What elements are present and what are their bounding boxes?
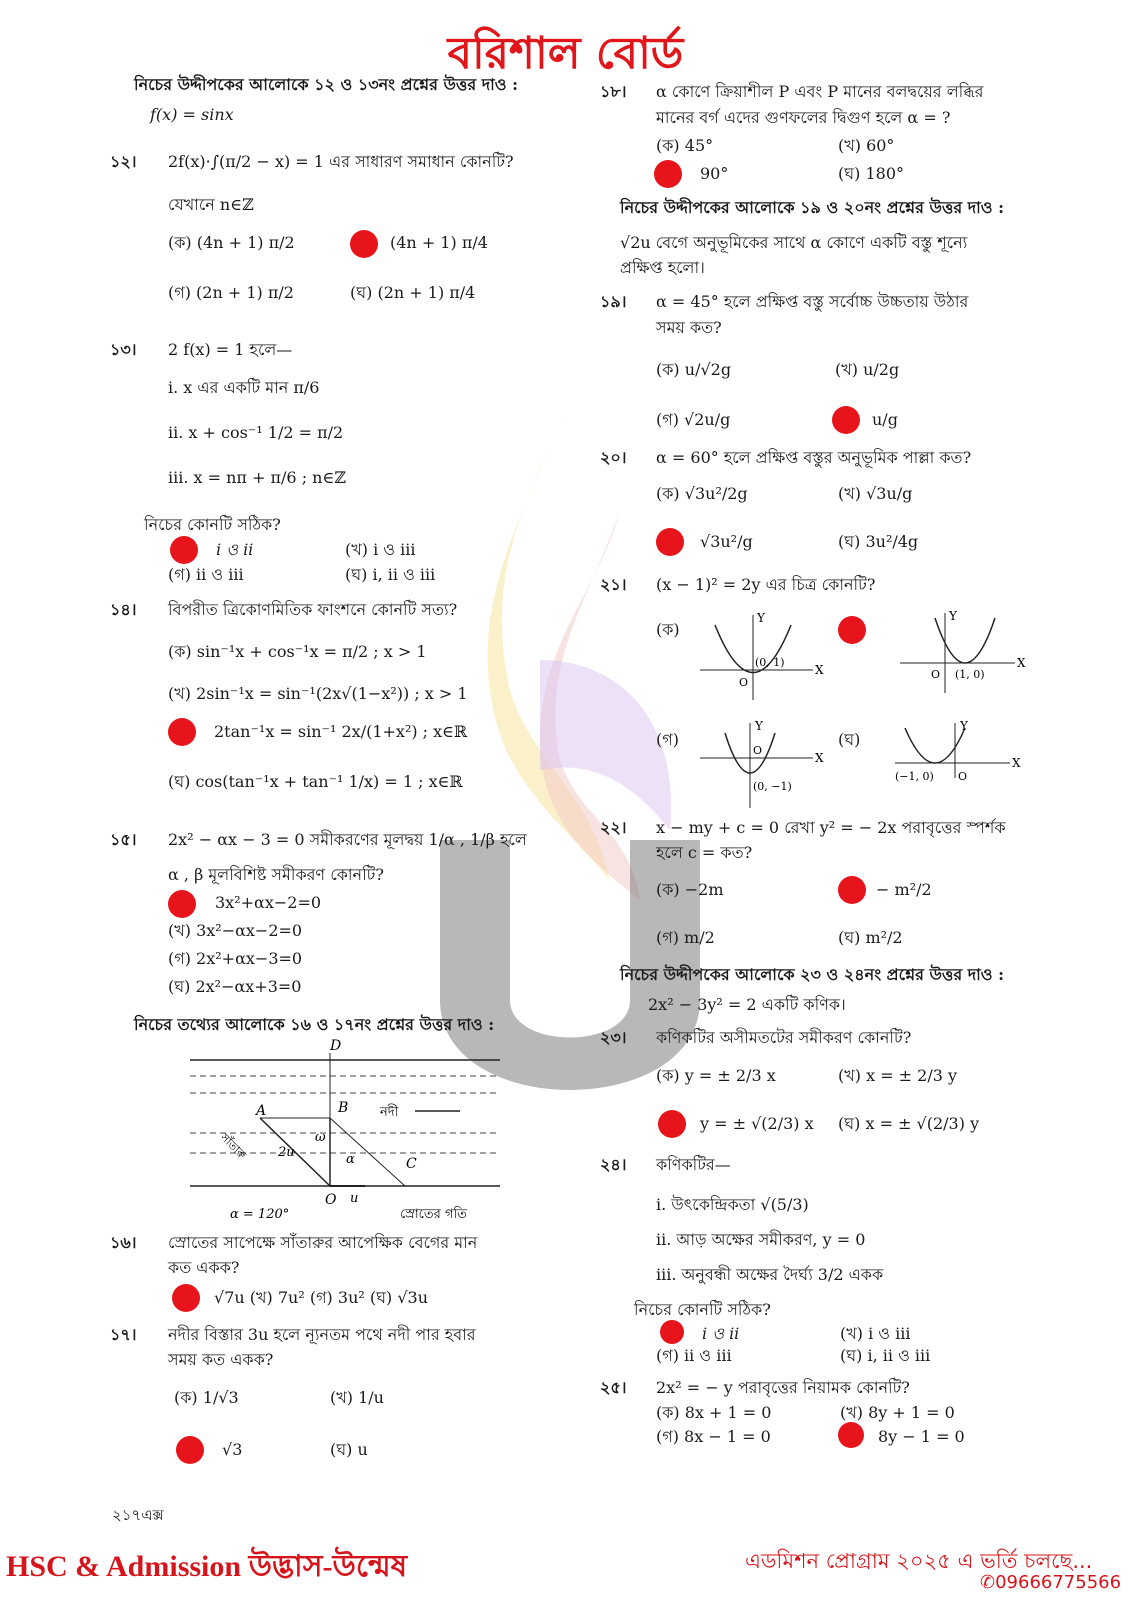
q19-option-d: u/g: [872, 410, 898, 429]
q13-option-d: (ঘ) i, ii ও iii: [345, 565, 436, 584]
answer-marker: [176, 1436, 204, 1464]
q19-option-c: (গ) √2u/g: [656, 410, 731, 429]
q21-option-a: (ক): [656, 620, 680, 639]
q14-option-c: 2tan⁻¹x = sin⁻¹ 2x/(1+x²) ; x∈ℝ: [214, 722, 468, 741]
q12-option-c: (গ) (2n + 1) π/2: [168, 283, 294, 302]
q20-text: α = 60° হলে প্রক্ষিপ্ত বস্তুর অনুভূমিক পাল্লা কত?: [656, 448, 972, 467]
q13-number: ১৩।: [110, 340, 137, 359]
graph-d: [890, 718, 1025, 798]
q12-option-a: (ক) (4n + 1) π/2: [168, 233, 295, 252]
footer-phone[interactable]: ✆09666775566: [980, 1572, 1122, 1593]
fig-label-A: A: [256, 1103, 267, 1119]
answer-marker: [172, 1284, 200, 1312]
fig-label-river: নদী: [380, 1105, 399, 1120]
q19-option-b: (খ) u/2g: [835, 360, 900, 379]
q21-option-c: (গ): [656, 730, 679, 749]
q20-option-a: (ক) √3u²/2g: [656, 484, 748, 503]
q14-text: বিপরীত ত্রিকোণমিতিক ফাংশনে কোনটি সত্য?: [168, 600, 458, 619]
graph-d-y-label: Y: [960, 719, 968, 733]
q24-option-c: (গ) ii ও iii: [656, 1346, 732, 1365]
q21-option-d: (ঘ): [838, 730, 861, 749]
function-def: f(x) = sinx: [150, 105, 234, 124]
q25-option-c: (গ) 8x − 1 = 0: [656, 1427, 771, 1446]
q24-prompt: নিচের কোনটি সঠিক?: [634, 1300, 771, 1319]
q15-text2: α , β মূলবিশিষ্ট সমীকরণ কোনটি?: [168, 865, 384, 884]
footer-brand: HSC & Admission উদ্ভাস-উন্মেষ: [6, 1550, 408, 1583]
graph-b-y-label: Y: [949, 609, 957, 623]
q17-option-a: (ক) 1/√3: [174, 1388, 239, 1407]
q12-number: ১২।: [110, 152, 137, 171]
q17-text: নদীর বিস্তার 3u হলে ন্যূনতম পথে নদী পার হবার: [168, 1325, 476, 1344]
q17-text2: সময় কত একক?: [168, 1350, 274, 1369]
q13-ii: ii. x + cos⁻¹ 1/2 = π/2: [168, 423, 344, 442]
q22-option-c: (গ) m/2: [656, 928, 715, 947]
q13-prompt: নিচের কোনটি সঠিক?: [144, 515, 281, 534]
graph-d-point: (−1, 0): [895, 770, 934, 783]
q14-option-d: (ঘ) cos(tan⁻¹x + tan⁻¹ 1/x) = 1 ; x∈ℝ: [168, 772, 463, 791]
answer-marker: [660, 1320, 684, 1344]
q16-text2: কত একক?: [168, 1258, 240, 1277]
q21-number: ২১।: [600, 575, 627, 594]
river-figure: [180, 1038, 540, 1223]
q13-option-c: (গ) ii ও iii: [168, 565, 244, 584]
q24-i: i. উৎকেন্দ্রিকতা √(5/3): [656, 1195, 809, 1214]
fig-label-angle: α = 120°: [230, 1207, 290, 1222]
fig-label-current: স্রোতের গতি: [400, 1207, 467, 1222]
q24-number: ২৪।: [600, 1155, 627, 1174]
intro-23-24: নিচের উদ্দীপকের আলোকে ২৩ ও ২৪নং প্রশ্নের উত্তর দাও :: [620, 965, 1005, 984]
graph-d-x-label: X: [1012, 756, 1021, 770]
q22-option-a: (ক) −2m: [656, 880, 724, 899]
graph-a: [695, 610, 825, 705]
q12-text: 2f(x)·∫(π/2 − x) = 1 এর সাধারণ সমাধান কোনটি?: [168, 152, 514, 171]
q13-option-a: i ও ii: [216, 540, 254, 559]
graph-b-origin: O: [931, 668, 941, 681]
stimulus-23: 2x² − 3y² = 2 একটি কণিক।: [648, 995, 846, 1014]
stimulus-19: √2u বেগে অনুভূমিকের সাথে α কোণে একটি বস্তু শূন্যে: [620, 233, 968, 252]
q22-number: ২২।: [600, 818, 627, 837]
q17-option-c: √3: [222, 1440, 243, 1459]
graph-b: [895, 608, 1030, 698]
q13-text: 2 f(x) = 1 হলে—: [168, 340, 293, 359]
q16-options: √7u (খ) 7u² (গ) 3u² (ঘ) √3u: [214, 1288, 429, 1307]
fig-label-u: u: [350, 1191, 359, 1206]
q15-number: ১৫।: [110, 830, 137, 849]
q17-number: ১৭।: [110, 1325, 137, 1344]
fig-label-swimmer: সাঁতারু: [217, 1130, 249, 1162]
graph-a-x-label: X: [815, 663, 824, 677]
answer-marker: [838, 876, 866, 904]
fig-label-alpha: α: [346, 1152, 355, 1167]
q21-text: (x − 1)² = 2y এর চিত্র কোনটি?: [656, 575, 876, 594]
q15-option-d: (ঘ) 2x²−αx+3=0: [168, 977, 302, 996]
q24-option-a: i ও ii: [702, 1324, 740, 1343]
intro-12-13: নিচের উদ্দীপকের আলোকে ১২ ও ১৩নং প্রশ্নের উত্তর দাও :: [134, 75, 519, 94]
q17-option-d: (ঘ) u: [330, 1440, 368, 1459]
fig-label-2u: 2u: [278, 1145, 295, 1160]
q25-option-b: (খ) 8y + 1 = 0: [840, 1403, 955, 1422]
q17-option-b: (খ) 1/u: [330, 1388, 384, 1407]
fig-label-D: D: [330, 1038, 342, 1054]
graph-c-y-label: Y: [755, 719, 763, 733]
q15-option-a: 3x²+αx−2=0: [215, 893, 322, 912]
q12-option-d: (ঘ) (2n + 1) π/4: [350, 283, 476, 302]
graph-d-origin: O: [958, 770, 968, 783]
q23-option-b: (খ) x = ± 2/3 y: [838, 1066, 958, 1085]
fig-label-O: O: [325, 1192, 337, 1208]
answer-marker: [832, 406, 860, 434]
answer-marker: [170, 536, 198, 564]
answer-marker: [350, 230, 378, 258]
q18-option-d: (ঘ) 180°: [838, 164, 904, 183]
q22-option-b: − m²/2: [876, 880, 932, 899]
q25-text: 2x² = − y পরাবৃত্তের নিয়ামক কোনটি?: [656, 1378, 910, 1397]
q15-option-c: (গ) 2x²+αx−3=0: [168, 949, 303, 968]
q22-option-d: (ঘ) m²/2: [838, 928, 903, 947]
q24-option-d: (ঘ) i, ii ও iii: [840, 1346, 931, 1365]
q19-text: α = 45° হলে প্রক্ষিপ্ত বস্তু সর্বোচ্চ উচ্চতায় উঠার: [656, 292, 969, 311]
q25-option-a: (ক) 8x + 1 = 0: [656, 1403, 772, 1422]
q15-text: 2x² − αx − 3 = 0 সমীকরণের মূলদ্বয় 1/α , 1/β হলে: [168, 830, 527, 849]
fig-label-B: B: [338, 1100, 349, 1116]
q12-where: যেখানে n∈ℤ: [168, 195, 254, 214]
answer-marker: [168, 890, 196, 918]
graph-c-origin: O: [753, 744, 763, 757]
q23-option-c: y = ± √(2/3) x: [700, 1114, 814, 1133]
q13-i: i. x এর একটি মান π/6: [168, 378, 320, 397]
q24-option-b: (খ) i ও iii: [840, 1324, 911, 1343]
q15-option-b: (খ) 3x²−αx−2=0: [168, 921, 303, 940]
q13-iii: iii. x = nπ + π/6 ; n∈ℤ: [168, 468, 346, 487]
footer-admission-notice: এডমিশন প্রোগ্রাম ২০২৫ এ ভর্তি চলছে...: [745, 1549, 1093, 1573]
answer-marker: [168, 718, 196, 746]
q20-option-c: √3u²/g: [700, 532, 753, 551]
q23-number: ২৩।: [600, 1028, 627, 1047]
graph-a-y-label: Y: [757, 611, 765, 625]
q14-option-a: (ক) sin⁻¹x + cos⁻¹x = π/2 ; x > 1: [168, 642, 427, 661]
q23-text: কণিকটির অসীমতটের সমীকরণ কোনটি?: [656, 1028, 912, 1047]
graph-b-x-label: X: [1017, 656, 1026, 670]
fig-label-C: C: [406, 1156, 417, 1172]
q19-text2: সময় কত?: [656, 318, 722, 337]
q24-text: কণিকটির—: [656, 1155, 731, 1174]
q23-option-d: (ঘ) x = ± √(2/3) y: [838, 1114, 980, 1133]
answer-marker: [838, 1422, 864, 1448]
graph-a-origin: O: [739, 676, 749, 689]
stimulus-19b: প্রক্ষিপ্ত হলো।: [620, 258, 705, 277]
q16-number: ১৬।: [110, 1233, 137, 1252]
q20-number: ২০।: [600, 448, 627, 467]
q18-option-a: (ক) 45°: [656, 136, 714, 155]
graph-b-point: (1, 0): [955, 668, 985, 681]
q16-text: স্রোতের সাপেক্ষে সাঁতারুর আপেক্ষিক বেগের মান: [168, 1233, 478, 1252]
page-title: বরিশাল বোর্ড: [447, 28, 684, 79]
q18-text: α কোণে ক্রিয়াশীল P এবং P মানের বলদ্বয়ের লব্ধির: [656, 82, 984, 101]
q18-number: ১৮।: [600, 82, 627, 101]
intro-19-20: নিচের উদ্দীপকের আলোকে ১৯ ও ২০নং প্রশ্নের উত্তর দাও :: [620, 198, 1005, 217]
q19-option-a: (ক) u/√2g: [656, 360, 732, 379]
answer-marker: [838, 616, 866, 644]
answer-marker: [654, 160, 682, 188]
q23-option-a: (ক) y = ± 2/3 x: [656, 1066, 776, 1085]
q18-option-c: 90°: [700, 164, 729, 183]
q22-text2: হলে c = কত?: [656, 843, 753, 862]
intro-16-17: নিচের তথ্যের আলোকে ১৬ ও ১৭নং প্রশ্নের উত্তর দাও :: [134, 1015, 495, 1034]
graph-c-point: (0, −1): [753, 780, 792, 793]
graph-a-point: (0, 1): [755, 656, 785, 669]
answer-marker: [656, 528, 684, 556]
q12-option-b: (4n + 1) π/4: [390, 233, 488, 252]
q25-number: ২৫।: [600, 1378, 627, 1397]
q19-number: ১৯।: [600, 292, 627, 311]
q18-text2: মানের বর্গ এদের গুণফলের দ্বিগুণ হলে α = ?: [656, 108, 951, 127]
q14-number: ১৪।: [110, 600, 137, 619]
q18-option-b: (খ) 60°: [838, 136, 895, 155]
q25-option-d: 8y − 1 = 0: [878, 1427, 965, 1446]
q20-option-d: (ঘ) 3u²/4g: [838, 532, 919, 551]
q14-option-b: (খ) 2sin⁻¹x = sin⁻¹(2x√(1−x²)) ; x > 1: [168, 684, 468, 703]
q22-text: x − my + c = 0 রেখা y² = − 2x পরাবৃত্তের স্পর্শক: [656, 818, 1006, 837]
graph-c-x-label: X: [815, 751, 824, 765]
q13-option-b: (খ) i ও iii: [345, 540, 416, 559]
graph-c: [695, 718, 825, 813]
fig-label-omega: ω: [315, 1130, 326, 1145]
answer-marker: [658, 1110, 686, 1138]
page-code: ২১৭এক্স: [112, 1506, 164, 1524]
q20-option-b: (খ) √3u/g: [838, 484, 913, 503]
q24-ii: ii. আড় অক্ষের সমীকরণ, y = 0: [656, 1230, 866, 1249]
q24-iii: iii. অনুবন্ধী অক্ষের দৈর্ঘ্য 3/2 একক: [656, 1265, 884, 1284]
